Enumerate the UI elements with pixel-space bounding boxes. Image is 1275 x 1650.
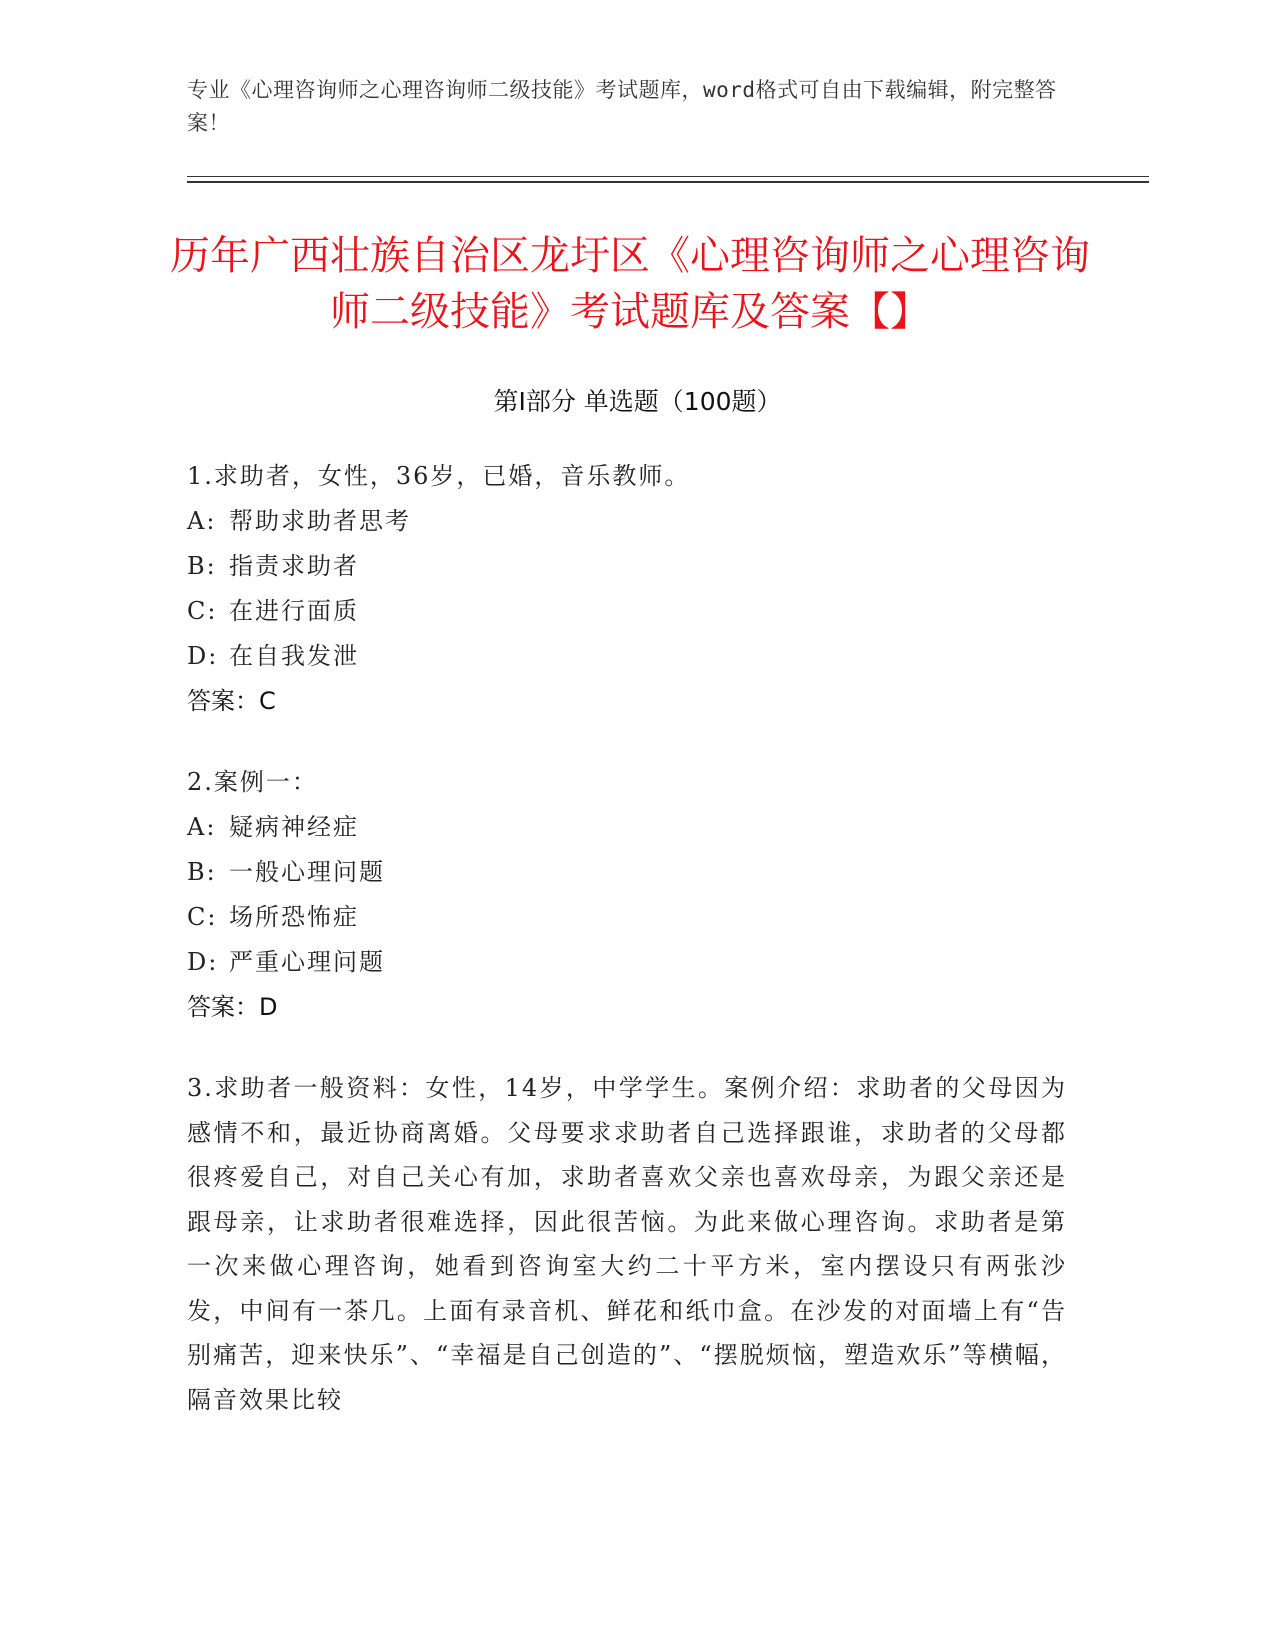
question-stem: 1.求助者，女性，36岁，已婚，音乐教师。 — [187, 462, 691, 490]
option-letter: C: — [187, 903, 218, 931]
option-c[interactable] — [187, 895, 1067, 940]
option-d[interactable] — [187, 634, 1067, 679]
option-letter: B: — [187, 552, 217, 580]
option-d[interactable] — [187, 940, 1067, 985]
option-text: 帮助求助者思考 — [229, 507, 411, 535]
section-title: 第Ⅰ部分 单选题（100题） — [493, 387, 782, 416]
option-text: 场所恐怖症 — [229, 903, 359, 931]
question-1 — [187, 454, 1067, 724]
question-3 — [187, 1066, 1067, 1422]
header-note: 专业《心理咨询师之心理咨询师二级技能》考试题库，word格式可自由下载编辑，附完整答案！ — [187, 78, 1057, 135]
option-text: 严重心理问题 — [229, 948, 385, 976]
option-letter: C: — [187, 597, 218, 625]
question-stem: 2.案例一： — [187, 768, 318, 796]
header-rule-thin — [187, 176, 1149, 177]
option-a[interactable] — [187, 499, 1067, 544]
answer-label: 答案：D — [187, 993, 278, 1021]
option-a[interactable] — [187, 805, 1067, 850]
option-b[interactable] — [187, 850, 1067, 895]
option-text: 疑病神经症 — [229, 813, 359, 841]
option-b[interactable] — [187, 544, 1067, 589]
header-rule-thick — [187, 181, 1149, 183]
document-title: 历年广西壮族自治区龙圩区《心理咨询师之心理咨询师二级技能》考试题库及答案【】 — [170, 233, 1090, 335]
option-text: 一般心理问题 — [229, 858, 385, 886]
option-text: 指责求助者 — [229, 552, 359, 580]
option-text: 在进行面质 — [229, 597, 359, 625]
question-2 — [187, 760, 1067, 1030]
option-letter: B: — [187, 858, 217, 886]
option-text: 在自我发泄 — [229, 642, 359, 670]
option-letter: A: — [187, 507, 217, 535]
option-letter: A: — [187, 813, 217, 841]
question-stem: 3.求助者一般资料：女性，14岁，中学学生。案例介绍：求助者的父母因为感情不和，最近协商离婚。父母要求求助者自己选择跟谁，求助者的父母都很疼爱自己，对自己关心有加，求助者喜欢父亲也喜欢母亲，为跟父亲还是跟母亲，让求助者很难选择，因此很苦恼。为此来做心理咨询。求助者是第一次来做心理咨询，她看到咨询室大约二十平方米，室内摆设只有两张沙发，中间有一茶几。上面有录音机、鲜花和纸巾盒。在沙发的对面墙上有“告别痛苦，迎来快乐”、“幸福是自己创造的”、“摆脱烦恼，塑造欢乐”等横幅，隔音效果比较 — [187, 1074, 1067, 1414]
option-letter: D: — [187, 948, 219, 976]
option-letter: D: — [187, 642, 219, 670]
answer-label: 答案：C — [187, 687, 276, 715]
option-c[interactable] — [187, 589, 1067, 634]
